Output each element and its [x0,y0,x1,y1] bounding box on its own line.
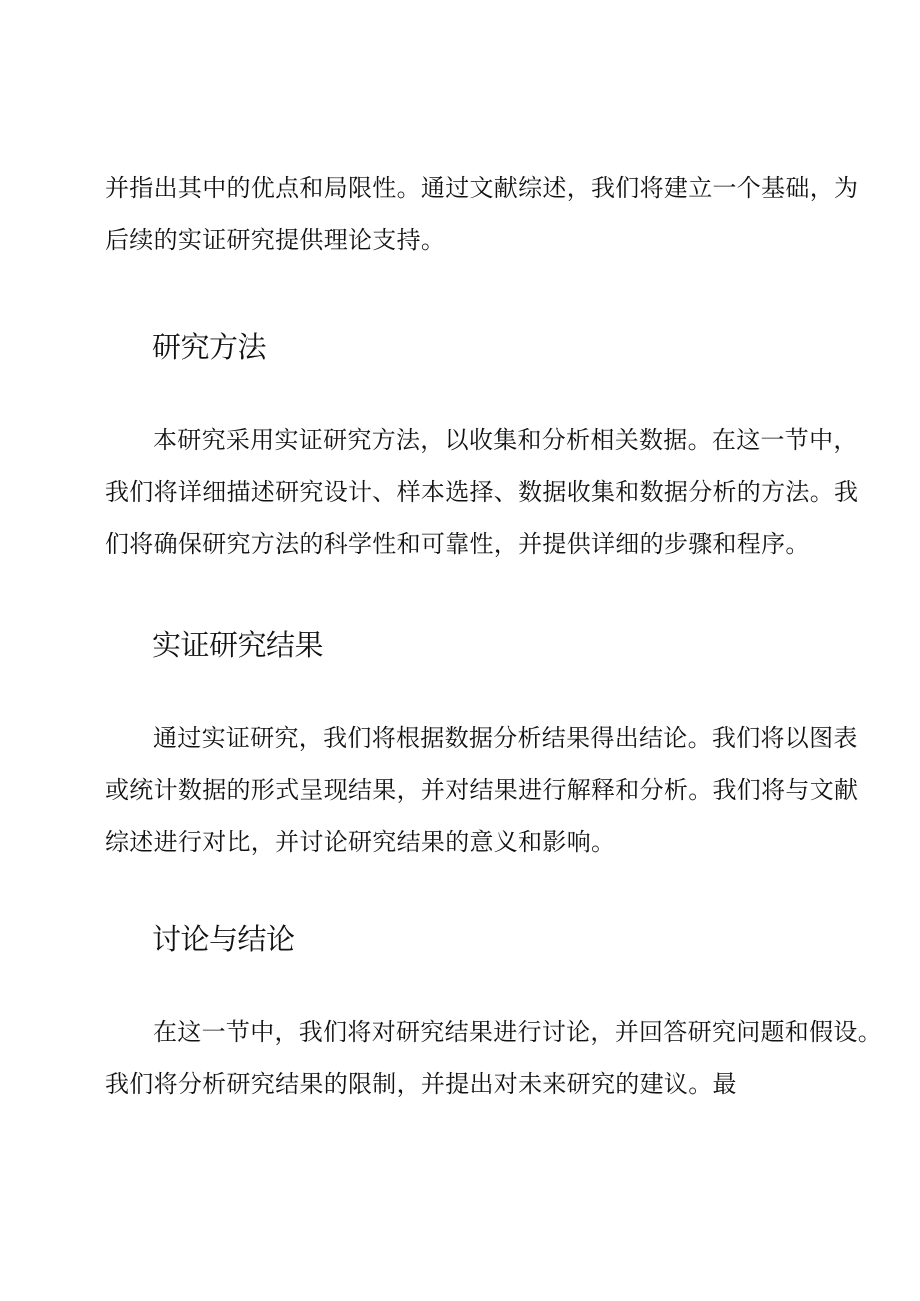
section-heading-discussion: 讨论与结论 [152,922,295,956]
paragraph-line: 我们将详细描述研究设计、样本选择、数据收集和数据分析的方法。我 [105,478,859,506]
paragraph-line: 并指出其中的优点和局限性。通过文献综述，我们将建立一个基础，为 [105,174,859,202]
paragraph-line: 通过实证研究，我们将根据数据分析结果得出结论。我们将以图表 [153,724,858,752]
discussion-paragraph [105,1006,882,1110]
paragraph-line: 本研究采用实证研究方法，以收集和分析相关数据。在这一节中， [153,426,858,454]
results-paragraph [105,712,859,868]
paragraph-line: 综述进行对比，并讨论研究结果的意义和影响。 [105,828,616,856]
paragraph-line: 在这一节中，我们将对研究结果进行讨论，并回答研究问题和假设。 [153,1018,882,1046]
paragraph-line: 后续的实证研究提供理论支持。 [105,226,446,254]
section-heading-methods: 研究方法 [152,330,267,364]
methods-paragraph [105,414,859,570]
paragraph-line: 我们将分析研究结果的限制，并提出对未来研究的建议。最 [105,1070,737,1098]
section-heading-results: 实证研究结果 [152,628,324,662]
intro-paragraph [105,162,859,266]
paragraph-line: 或统计数据的形式呈现结果，并对结果进行解释和分析。我们将与文献 [105,776,859,804]
paragraph-line: 们将确保研究方法的科学性和可靠性，并提供详细的步骤和程序。 [105,530,810,558]
